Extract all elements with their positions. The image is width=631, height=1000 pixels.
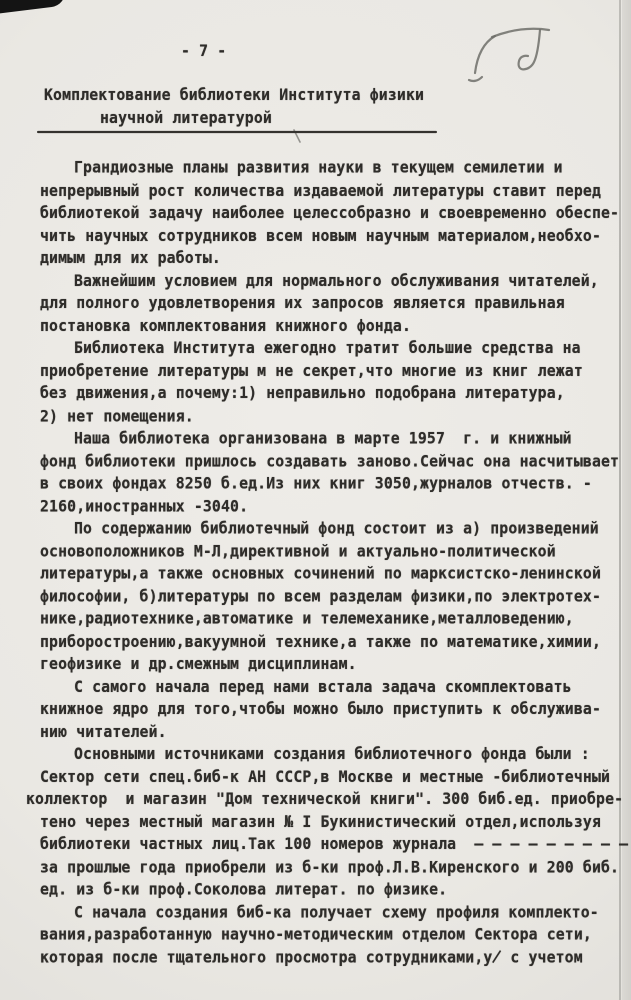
text-line: библиотекой задачу наиболее целессобразно и своевременно обеспе-	[40, 203, 620, 223]
text-line: Сектор сети спец.биб-к АН СССР,в Москве и местные -библиотечный	[40, 767, 611, 786]
title-underline	[37, 130, 437, 133]
text-line: философии, б)литературы по всем разделам физики,по электротех-	[40, 586, 602, 606]
text-line: Наша библиотека организована в марте 1957 г. и книжный	[74, 429, 572, 448]
title-line-1: Комплектование библиотеки Института физики	[44, 85, 425, 105]
text-line: С начала создания биб-ка получает схему профиля комплекто-	[74, 902, 599, 922]
text-line: книжное ядро для того,чтобы можно было приступить к обслужива-	[40, 699, 602, 719]
text-line: непрерывный рост количества издаваемой литературы ставит перед	[40, 180, 602, 200]
text-line: постановка комплектования книжного фонда.	[40, 316, 411, 335]
text-line: коллектор и магазин "Дом технической книги". 300 биб.ед. приобре-	[26, 789, 624, 809]
text-line: основоположников М-Л,директивной и актуально-политической	[40, 541, 556, 561]
text-line: тено через местный магазин № I Букинистический отдел,используя	[40, 812, 602, 832]
text-line: 2) нет помещения.	[40, 406, 194, 426]
title-line-2: научной литературой	[100, 108, 272, 128]
text-line: литературы,а также основных сочинений по марксистско-ленинской	[40, 564, 602, 583]
text-line: которая после тщательного просмотра сотрудниками,у̸ с учетом	[40, 947, 583, 967]
text-line: По содержанию библиотечный фонд состоит из а) произведений	[74, 519, 599, 538]
text-line: чить научных сотрудников всем новым научным материалом,необхо-	[40, 226, 602, 245]
text-line: С самого начала перед нами встала задача скомплектовать	[74, 677, 572, 696]
document-title	[44, 85, 424, 130]
text-line: в своих фондах 8250 б.ед.Из них книг 3050,журналов отчеств. -	[40, 474, 592, 493]
document-body	[26, 157, 631, 969]
text-line: Важнейшим условием для нормального обслуживания читателей,	[74, 271, 599, 290]
text-line: 2160,иностранных -3040.	[40, 496, 249, 516]
text-line: для полного удовлетворения их запросов является правильная	[40, 293, 565, 313]
text-line: Основными источниками создания библиотечного фонда были :	[74, 744, 590, 764]
text-line: Грандиозные планы развития науки в текущем семилетии и	[74, 158, 563, 178]
text-line: приобретение литературы м не секрет,что многие из книг лежат	[40, 361, 583, 381]
text-line: библиотеки частных лиц.Так 100 номеров журнала – – – – – – – – –	[40, 834, 629, 854]
text-line: димым для их работы.	[40, 248, 221, 268]
text-line: приборостроению,вакуумной технике,а также по математике,химии,	[40, 631, 602, 651]
text-line: нию читателей.	[40, 722, 167, 741]
text-line: фонд библиотеки пришлось создавать заново.Сейчас она насчитывает	[40, 451, 620, 471]
text-line: без движения,а почему:1) неправильно подобрана литература,	[40, 383, 565, 403]
text-line: Библиотека Института ежегодно тратит большие средства на	[74, 338, 581, 358]
text-line: нике,радиотехнике,автоматике и телемеханике,металловедению,	[40, 609, 574, 629]
page-number: - 7 -	[181, 41, 227, 61]
text-line: за прошлые года приобрели из б-ки проф.Л.В.Киренского и 200 биб.	[40, 857, 620, 877]
text-line: ед. из б-ки проф.Соколова литерат. по физике.	[40, 880, 448, 899]
text-line: вания,разработанную научно-методическим отделом Сектора сети,	[40, 925, 592, 944]
text-line: геофизике и др.смежным дисциплинам.	[40, 654, 357, 674]
